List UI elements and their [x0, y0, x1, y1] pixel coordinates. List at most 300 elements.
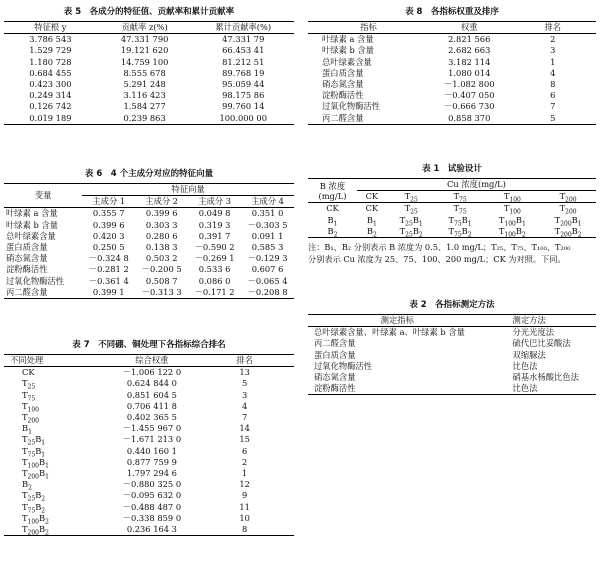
- t1-cell-a-text: T: [554, 214, 561, 225]
- t1-subheader: [540, 191, 596, 203]
- t2-row: [308, 361, 596, 372]
- t8-header-weight: 权重: [460, 22, 478, 32]
- t8-row: [308, 68, 596, 79]
- t5-cell: 99.760 14: [222, 101, 265, 112]
- t6-row: [4, 276, 294, 287]
- t7-row: [4, 479, 294, 490]
- t1-row-label: [308, 215, 357, 226]
- t6-value: 0.049 8: [198, 208, 231, 219]
- t7-treatment-cu-text: T: [22, 389, 28, 400]
- t5-cell: 66.453 41: [222, 45, 265, 56]
- t1-cell-a-sub: 200: [560, 220, 572, 228]
- t1-cell-a-text: B: [366, 225, 373, 236]
- t6-value: 0.303 3: [145, 219, 178, 230]
- t6-variable: 过氧化物酶活性: [6, 275, 65, 286]
- t1-cell-b-sub: 1: [521, 220, 526, 228]
- t5-row: [4, 90, 294, 101]
- t6-row: [4, 253, 294, 264]
- t1-cell-b-text: B: [515, 225, 522, 236]
- t7-row: [4, 423, 294, 434]
- t6-value: －0.200 5: [141, 264, 182, 275]
- t2-indicator: 硝态氮含量: [314, 372, 356, 383]
- t7-treatment-cu-sub: 200: [27, 417, 39, 425]
- t2-method: 硫代巴比妥酸法: [512, 338, 571, 349]
- t8-weight: －1.082 800: [444, 79, 495, 90]
- t1-subheader-text: T: [559, 191, 566, 202]
- t8-indicator: 淀粉酶活性: [322, 90, 364, 101]
- t6-value: 0.399 6: [145, 208, 178, 219]
- t7-treatment-b-text: B: [39, 468, 46, 479]
- t1-cell: [436, 203, 485, 215]
- t1-row-label-text: B: [327, 214, 334, 225]
- t1-cell-a-sub: 25: [405, 231, 413, 239]
- t1-cell-b-sub: 2: [418, 231, 423, 239]
- t7-rank: 8: [242, 524, 248, 535]
- t8-rank: 6: [550, 90, 556, 101]
- t7-treatment-cu-text: T: [22, 501, 28, 512]
- t1-cell: [484, 203, 540, 215]
- t8-header-indicator: 指标: [360, 22, 377, 32]
- t6-value: 0.355 7: [92, 208, 125, 219]
- t1-cell-a-text: T: [559, 203, 566, 214]
- t7-treatment-cu-text: T: [22, 445, 28, 456]
- t1-cell-a-sub: 25: [410, 209, 418, 217]
- t7-rank: 12: [239, 479, 250, 490]
- t2-indicator: 蛋白质含量: [314, 349, 356, 360]
- t7-treatment-cu-text: T: [22, 412, 28, 423]
- t6-variable: 硝态氮含量: [6, 253, 48, 264]
- t6-value: 0.280 6: [145, 230, 178, 241]
- t7-body: [4, 367, 294, 536]
- t7-rank: 3: [242, 389, 248, 400]
- t7-treatment-cu-sub: 75: [27, 395, 36, 403]
- t6-value: 0.319 3: [198, 219, 231, 230]
- t7-row: [4, 524, 294, 536]
- t7-treatment-cu-sub: 200: [27, 529, 39, 537]
- t1-subheader: [436, 191, 485, 203]
- t6-header-group: 特征向量: [82, 184, 294, 196]
- t1-cell: [436, 226, 485, 238]
- t1-cell: [484, 215, 540, 226]
- t6-value: －0.281 2: [88, 264, 129, 275]
- t2-indicator: 总叶绿素含量、叶绿素 a、叶绿素 b 含量: [314, 327, 465, 338]
- t8-row: [308, 34, 596, 46]
- t2-method: 双缩脲法: [512, 349, 546, 360]
- t1-cell-a-sub: 75: [454, 220, 462, 228]
- t2-indicator: 丙二醛含量: [314, 338, 356, 349]
- table-8-caption: 表 8 各指标权重及排序: [405, 7, 499, 17]
- t6-value: －0.171 2: [194, 286, 235, 297]
- t1-subheader: [357, 191, 387, 203]
- t7-treatment-b-sub: 2: [28, 484, 32, 492]
- t1-subheader: [387, 191, 436, 203]
- t6-value: －0.313 3: [141, 286, 182, 297]
- t7-treatment-cu-text: T: [22, 490, 28, 501]
- t1-cell-a-text: T: [448, 225, 455, 236]
- t1-note-line2: 分别表示 Cu 浓度为 25、75、100、200 mg/L；CK 为对照。下同。: [308, 254, 566, 265]
- t7-row: [4, 390, 294, 401]
- table-2-caption: 表 2 各指标测定方法: [409, 300, 495, 310]
- t5-row: [4, 68, 294, 79]
- table-5: [4, 6, 294, 125]
- t5-body: [4, 34, 294, 125]
- t8-row: [308, 113, 596, 125]
- t5-cell: 14.759 100: [120, 56, 169, 67]
- t5-cell: 0.684 455: [29, 67, 72, 78]
- t8-row: [308, 90, 596, 101]
- t1-subheader-sub: 100: [509, 196, 521, 204]
- t1-cell-b-sub: 2: [467, 231, 472, 239]
- t5-row: [4, 113, 294, 125]
- t6-value: 0.391 7: [198, 230, 231, 241]
- t7-treatment-b-text: B: [22, 423, 29, 434]
- t7-row: [4, 367, 294, 379]
- t7-treatment-b-text: B: [39, 524, 46, 535]
- t1-header-b: B 浓度 (mg/L): [308, 179, 357, 203]
- t8-row: [308, 45, 596, 56]
- t1-subheader-sub: 75: [459, 196, 467, 204]
- t7-treatment-b-sub: 2: [41, 507, 46, 515]
- t2-indicator: 过氧化物酶活性: [314, 360, 373, 371]
- t5-cell: 98.175 86: [222, 90, 265, 101]
- t7-treatment: [4, 390, 108, 401]
- t5-header-contrib: 贡献率 z(%): [121, 22, 168, 32]
- t1-cell: [387, 226, 436, 238]
- t5-row: [4, 101, 294, 112]
- t7-rank: 13: [239, 367, 250, 378]
- t7-treatment-cu-sub: 100: [27, 406, 39, 414]
- t7-header-rank: 排名: [236, 355, 253, 365]
- t7-weight: －0.880 325 0: [122, 479, 182, 490]
- t6-value: 0.420 3: [92, 230, 125, 241]
- t2-method: 比色法: [512, 360, 538, 371]
- t7-treatment-cu-text: T: [22, 456, 28, 467]
- t8-row: [308, 57, 596, 68]
- t1-cell-a-sub: 100: [504, 220, 516, 228]
- t1-cell-a-text: T: [399, 214, 406, 225]
- t7-rank: 4: [242, 400, 248, 411]
- t1-cell-b-text: B: [412, 225, 419, 236]
- t7-weight: －0.095 632 0: [122, 490, 182, 501]
- t1-row-label-sub: 2: [333, 231, 338, 239]
- t1-cell-a-text: T: [399, 225, 406, 236]
- t7-treatment-b-sub: 1: [41, 440, 46, 448]
- t6-value: 0.250 5: [92, 242, 125, 253]
- t7-treatment: [4, 446, 108, 457]
- t1-row: [308, 226, 596, 238]
- table-1-caption: 表 1 试验设计: [422, 164, 482, 174]
- t5-cell: 0.423 300: [29, 79, 72, 90]
- t7-treatment-b-sub: 2: [41, 496, 46, 504]
- t6-value: 0.585 3: [251, 242, 284, 253]
- t2-indicator: 淀粉酶活性: [314, 383, 356, 394]
- t5-cell: 47.331 790: [120, 34, 169, 45]
- t1-cell-a-text: T: [404, 203, 411, 214]
- t5-row: [4, 34, 294, 46]
- table-6-caption: 表 6 4 个主成分对应的特征向量: [84, 169, 214, 179]
- t1-cell-a-sub: 100: [504, 231, 516, 239]
- t1-cell-a-sub: 75: [454, 231, 462, 239]
- t7-weight: 0.402 365 5: [126, 412, 177, 423]
- t8-indicator: 丙二醛含量: [322, 112, 364, 123]
- t1-subheader-text: T: [453, 191, 459, 202]
- t5-header-eigen: 特征根 y: [34, 22, 67, 32]
- t7-treatment-b-text: B: [39, 512, 46, 523]
- t1-cell: [357, 203, 387, 215]
- t7-rank: 7: [242, 412, 248, 423]
- t1-cell-b-text: B: [571, 214, 578, 225]
- t5-cell: 0.239 863: [123, 112, 166, 123]
- t5-cell: 0.019 189: [29, 112, 72, 123]
- t1-cell-b-sub: 1: [467, 220, 472, 228]
- t7-row: [4, 490, 294, 501]
- t7-treatment-b-text: B: [35, 490, 42, 501]
- t6-row: [4, 242, 294, 253]
- t5-cell: 95.059 44: [222, 79, 265, 90]
- t1-cell-a-sub: 200: [560, 231, 572, 239]
- t6-value: －0.324 8: [88, 253, 129, 264]
- t7-treatment-cu-sub: 25: [27, 384, 36, 392]
- t2-method: 硝基水杨酸比色法: [512, 372, 579, 383]
- t1-header-cu: Cu 浓度(mg/L): [357, 179, 596, 191]
- t7-treatment: [4, 401, 108, 412]
- t7-weight: －1.455 967 0: [122, 423, 182, 434]
- t1-cell-a-sub: 2: [373, 231, 377, 239]
- t6-header-variable: 变量: [4, 184, 82, 208]
- t7-treatment: [4, 423, 108, 434]
- t1-cell-b-sub: 1: [418, 220, 423, 228]
- t7-row: [4, 401, 294, 412]
- t7-weight: 0.236 164 3: [126, 524, 177, 535]
- t6-row: [4, 264, 294, 275]
- t6-variable: 丙二醛含量: [6, 286, 48, 297]
- t7-treatment-cu-sub: 200: [27, 473, 39, 481]
- t6-variable: 总叶绿素含量: [6, 230, 56, 241]
- t7-row: [4, 434, 294, 445]
- t7-treatment: [4, 412, 108, 423]
- t6-header-pc4: 主成分 4: [251, 196, 284, 207]
- t7-treatment: [4, 524, 108, 536]
- t6-value: －0.361 4: [88, 275, 129, 286]
- t1-cell-b-sub: 2: [521, 231, 526, 239]
- t7-treatment-cu-sub: 100: [27, 518, 39, 526]
- t6-row: [4, 208, 294, 220]
- t7-row: [4, 457, 294, 468]
- t8-indicator: 总叶绿素含量: [322, 56, 372, 67]
- t1-cell-a-sub: 75: [459, 209, 467, 217]
- t7-rank: 10: [239, 512, 250, 523]
- t7-weight: －0.488 487 0: [122, 501, 182, 512]
- t2-body: [308, 327, 596, 395]
- t7-weight: 0.877 759 9: [126, 456, 177, 467]
- t7-treatment-b-text: B: [35, 445, 42, 456]
- t6-value: 0.508 7: [145, 275, 178, 286]
- t5-cell: 89.768 19: [222, 67, 265, 78]
- t8-rank: 3: [550, 45, 556, 56]
- table-7: [4, 339, 294, 536]
- t1-cell-a-sub: 100: [509, 209, 521, 217]
- t6-value: 0.091 1: [251, 230, 284, 241]
- t7-header-treatment: 不同处理: [10, 355, 44, 365]
- t7-rank: 9: [242, 490, 248, 501]
- t6-variable: 淀粉酶活性: [6, 264, 48, 275]
- t7-treatment-b-text: B: [39, 456, 46, 467]
- t7-treatment-b-sub: 2: [45, 518, 49, 526]
- t7-treatment: [4, 378, 108, 392]
- t6-value: －0.129 3: [247, 253, 288, 264]
- t5-cell: 1.584 277: [123, 101, 166, 112]
- t8-body: [308, 34, 596, 125]
- t7-row: [4, 502, 294, 513]
- t7-treatment: [4, 468, 108, 479]
- t1-cell: [357, 226, 387, 238]
- t8-rank: 8: [550, 79, 556, 90]
- t1-subheader-sub: 25: [410, 196, 418, 204]
- t6-header-pc3: 主成分 3: [198, 196, 231, 207]
- t5-cell: 47.331 79: [222, 34, 265, 45]
- t1-cell-a-text: T: [453, 203, 459, 214]
- t1-cell-b-text: B: [412, 214, 419, 225]
- t8-weight: 2.821 566: [448, 34, 491, 45]
- t7-treatment-cu-text: T: [22, 400, 28, 411]
- t6-value: －0.208 8: [247, 286, 288, 297]
- t7-treatment-b-text: B: [35, 501, 42, 512]
- t7-row: [4, 446, 294, 457]
- t8-indicator: 硝态氮含量: [322, 79, 364, 90]
- t6-value: 0.533 6: [198, 264, 231, 275]
- t7-weight: 0.851 604 5: [126, 389, 177, 400]
- t1-body: [308, 203, 596, 238]
- t1-note-line1: 注：B₁、B₂ 分别表示 B 浓度为 0.5、1.0 mg/L；T₂₅、T₇₅、T₁₀₀、T₂₀₀: [308, 242, 571, 253]
- t5-cell: 1.529 729: [29, 45, 72, 56]
- t5-row: [4, 45, 294, 56]
- t7-treatment: [4, 434, 108, 448]
- t2-header-method: 测定方法: [512, 315, 546, 325]
- t8-row: [308, 101, 596, 112]
- t1-row-label: [308, 226, 357, 238]
- t6-value: －0.590 2: [194, 242, 235, 253]
- t5-cell: 8.555 678: [123, 67, 166, 78]
- t7-treatment: [4, 479, 108, 490]
- t7-treatment-b-sub: 1: [45, 462, 49, 470]
- t1-cell-b-text: B: [571, 225, 578, 236]
- t5-cell: 81.212 51: [222, 56, 265, 67]
- t7-treatment-cu-sub: 100: [27, 462, 39, 470]
- t6-header-pc2: 主成分 2: [145, 196, 179, 207]
- t1-subheader-text: CK: [365, 191, 379, 202]
- t1-cell-b-text: B: [461, 225, 468, 236]
- t7-treatment-cu-text: T: [22, 468, 28, 479]
- t7-treatment-b-text: CK: [22, 367, 35, 378]
- t6-row: [4, 220, 294, 231]
- t7-row: [4, 378, 294, 389]
- t2-row: [308, 383, 596, 395]
- table-6: [4, 168, 294, 299]
- t6-value: 0.399 6: [92, 219, 125, 230]
- t6-body: [4, 208, 294, 299]
- t6-row: [4, 287, 294, 299]
- t1-cell: [387, 203, 436, 215]
- t1-cell-a-text: T: [498, 214, 505, 225]
- t1-cell: [357, 215, 387, 226]
- t2-method: 分光光度法: [512, 327, 555, 338]
- t1-cell: [387, 215, 436, 226]
- t7-treatment-cu-sub: 75: [27, 507, 36, 515]
- t8-rank: 7: [550, 101, 556, 112]
- t8-indicator: 叶绿素 b 含量: [322, 45, 375, 56]
- t1-subheader: [484, 191, 540, 203]
- table-1: [308, 163, 596, 265]
- t1-subheader-text: T: [404, 191, 411, 202]
- t1-cell-a-text: CK: [365, 203, 379, 214]
- t8-weight: －0.666 730: [444, 101, 495, 112]
- t1-cell: [436, 215, 485, 226]
- t1-cell-b-sub: 2: [577, 231, 582, 239]
- t5-cell: 3.116 423: [123, 90, 166, 101]
- t8-row: [308, 79, 596, 90]
- t1-row-label-sub: 1: [333, 220, 338, 228]
- t8-rank: 2: [550, 34, 556, 45]
- t7-weight: －1.006 122 0: [122, 367, 182, 378]
- t1-cell-a-sub: 200: [565, 209, 577, 217]
- t1-subheader-text: T: [503, 191, 510, 202]
- t1-cell: [540, 203, 596, 215]
- t7-weight: －0.338 859 0: [122, 512, 182, 523]
- t8-weight: －0.407 050: [444, 90, 495, 101]
- t1-cell-b-text: B: [515, 214, 522, 225]
- t1-cell-a-text: B: [366, 214, 373, 225]
- t7-weight: 1.797 294 6: [126, 468, 177, 479]
- t1-cell-b-sub: 1: [577, 220, 582, 228]
- t7-treatment: [4, 457, 108, 468]
- table-2: [308, 299, 596, 395]
- t8-weight: 1.080 014: [448, 67, 491, 78]
- t5-cell: 19.121 620: [120, 45, 169, 56]
- t7-treatment-cu-sub: 25: [27, 496, 36, 504]
- t7-rank: 1: [242, 468, 248, 479]
- t7-treatment-b-sub: 2: [45, 529, 49, 537]
- t7-weight: 0.706 411 8: [126, 400, 177, 411]
- t6-value: 0.399 1: [92, 286, 125, 297]
- t8-weight: 0.858 370: [448, 112, 491, 123]
- t7-rank: 5: [242, 378, 248, 389]
- t1-subheader-sub: 200: [565, 196, 577, 204]
- t7-treatment-cu-text: T: [22, 524, 28, 535]
- t1-row-label: [308, 203, 357, 215]
- t7-row: [4, 513, 294, 524]
- t6-header-pc1: 主成分 1: [92, 196, 126, 207]
- t7-treatment-b-sub: 1: [45, 473, 49, 481]
- t7-treatment-b-sub: 1: [28, 428, 32, 436]
- t6-value: 0.138 3: [145, 242, 178, 253]
- t8-rank: 4: [550, 67, 556, 78]
- t5-cell: 5.291 248: [123, 79, 166, 90]
- t1-cell-a-text: T: [498, 225, 505, 236]
- t2-row: [308, 327, 596, 339]
- t7-weight: －1.671 213 0: [122, 434, 182, 445]
- t7-treatment-cu-text: T: [22, 378, 28, 389]
- t7-weight: 0.440 160 1: [126, 445, 177, 456]
- t8-indicator: 过氧化物酶活性: [322, 101, 381, 112]
- t7-treatment-cu-sub: 25: [27, 440, 36, 448]
- t8-weight: 3.182 114: [448, 56, 491, 67]
- t2-row: [308, 372, 596, 383]
- t7-rank: 2: [242, 456, 248, 467]
- t7-treatment: [4, 490, 108, 504]
- table-5-caption: 表 5 各成分的特征值、贡献率和累计贡献率: [63, 7, 235, 17]
- t7-header-weight: 综合权重: [135, 355, 169, 365]
- t5-header-cumulative: 累计贡献率(%): [215, 22, 272, 32]
